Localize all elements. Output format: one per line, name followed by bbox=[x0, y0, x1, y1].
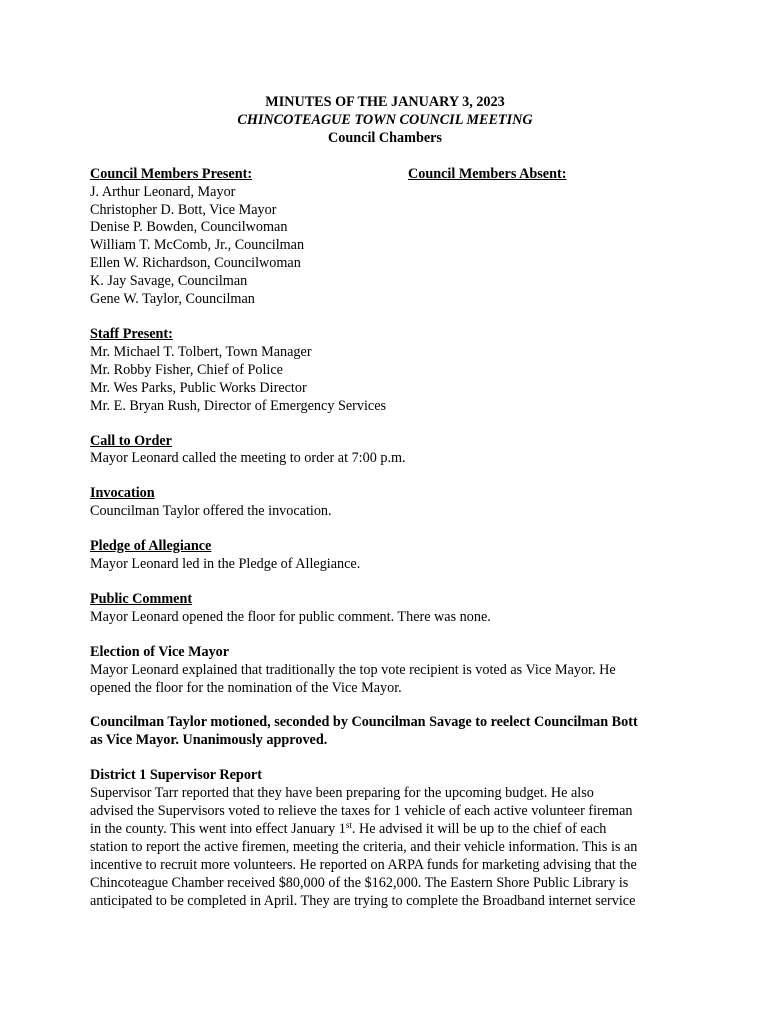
public-comment-heading: Public Comment bbox=[90, 590, 193, 607]
district-report-line: advised the Supervisors voted to relieve the taxes for 1 vehicle of each active volunteer fireman bbox=[90, 803, 633, 820]
district-report-section bbox=[90, 767, 690, 910]
district-report-line: incentive to recruit more volunteers. He reported on ARPA funds for marketing advising that the bbox=[90, 856, 637, 873]
ordinal-suffix: st bbox=[345, 820, 352, 830]
call-to-order-text: Mayor Leonard called the meeting to order at 7:00 p.m. bbox=[90, 450, 406, 467]
header-location: Council Chambers bbox=[328, 129, 442, 146]
attendance-section bbox=[90, 166, 690, 309]
district-report-line: anticipated to be completed in April. They are trying to complete the Broadband internet service bbox=[90, 892, 636, 909]
invocation-heading: Invocation bbox=[90, 485, 155, 502]
motion-line: as Vice Mayor. Unanimously approved. bbox=[90, 732, 328, 749]
motion-line: Councilman Taylor motioned, seconded by Councilman Savage to reelect Councilman Bott bbox=[90, 714, 638, 731]
call-to-order-section bbox=[90, 433, 690, 469]
member-name: Christopher D. Bott, Vice Mayor bbox=[90, 201, 277, 218]
pledge-heading: Pledge of Allegiance bbox=[90, 538, 212, 555]
header-title: MINUTES OF THE JANUARY 3, 2023 bbox=[265, 94, 505, 110]
members-present-heading: Council Members Present: bbox=[90, 165, 253, 182]
member-name: K. Jay Savage, Councilman bbox=[90, 273, 248, 290]
election-text-line: opened the floor for the nomination of the Vice Mayor. bbox=[90, 679, 402, 696]
staff-name: Mr. Wes Parks, Public Works Director bbox=[90, 379, 307, 396]
pledge-section bbox=[90, 538, 690, 574]
staff-name: Mr. Michael T. Tolbert, Town Manager bbox=[90, 343, 312, 360]
district-report-text: . He advised it will be up to the chief of each bbox=[351, 821, 607, 837]
member-name: Denise P. Bowden, Councilwoman bbox=[90, 219, 288, 236]
election-heading: Election of Vice Mayor bbox=[90, 643, 230, 660]
header-meeting-name: CHINCOTEAGUE TOWN COUNCIL MEETING bbox=[237, 111, 533, 128]
public-comment-text: Mayor Leonard opened the floor for public comment. There was none. bbox=[90, 608, 491, 625]
member-name: William T. McComb, Jr., Councilman bbox=[90, 237, 305, 254]
staff-name: Mr. E. Bryan Rush, Director of Emergency Services bbox=[90, 397, 387, 414]
staff-section bbox=[90, 326, 690, 416]
members-absent-heading: Council Members Absent: bbox=[408, 165, 567, 182]
district-report-text: in the county. This went into effect January 1 bbox=[90, 821, 346, 837]
member-name: Gene W. Taylor, Councilman bbox=[90, 291, 255, 308]
member-name: J. Arthur Leonard, Mayor bbox=[90, 183, 236, 200]
call-to-order-heading: Call to Order bbox=[90, 432, 172, 449]
staff-heading: Staff Present: bbox=[90, 325, 173, 342]
minutes-header bbox=[90, 94, 680, 148]
election-section bbox=[90, 644, 690, 698]
invocation-section bbox=[90, 485, 690, 521]
district-report-line: Supervisor Tarr reported that they have been preparing for the upcoming budget. He also bbox=[90, 785, 594, 802]
motion-paragraph bbox=[90, 714, 690, 750]
district-report-line: station to report the active firemen, meeting the criteria, and their vehicle information. This is an bbox=[90, 838, 638, 855]
election-text-line: Mayor Leonard explained that traditionally the top vote recipient is voted as Vice Mayor. He bbox=[90, 661, 616, 678]
document-page bbox=[90, 94, 690, 911]
pledge-text: Mayor Leonard led in the Pledge of Allegiance. bbox=[90, 556, 361, 573]
district-report-heading: District 1 Supervisor Report bbox=[90, 767, 262, 784]
member-name: Ellen W. Richardson, Councilwoman bbox=[90, 255, 301, 272]
district-report-line: Chincoteague Chamber received $80,000 of the $162,000. The Eastern Shore Public Library is bbox=[90, 874, 629, 891]
public-comment-section bbox=[90, 591, 690, 627]
staff-name: Mr. Robby Fisher, Chief of Police bbox=[90, 361, 283, 378]
district-report-line bbox=[90, 821, 690, 839]
invocation-text: Councilman Taylor offered the invocation. bbox=[90, 503, 332, 520]
